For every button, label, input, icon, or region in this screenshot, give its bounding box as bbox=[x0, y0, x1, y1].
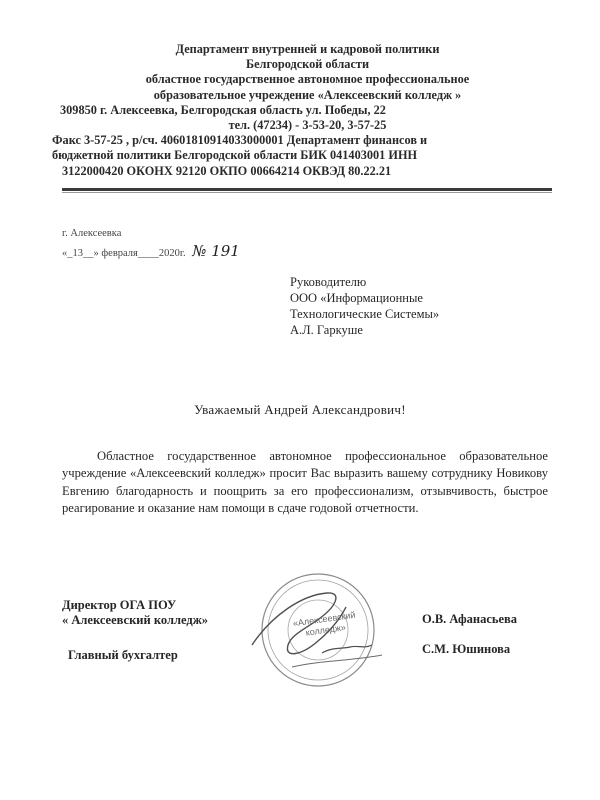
director-name: О.В. Афанасьева bbox=[422, 612, 518, 626]
letterhead-line: бюджетной политики Белгородской области БИК 041403001 ИНН bbox=[52, 148, 418, 163]
letterhead-divider-thin bbox=[62, 192, 552, 193]
recipient-line: А.Л. Гаркуше bbox=[290, 323, 363, 337]
letter-body: Областное государственное автономное профессиональное образовательное учреждение «Алексеевский колледж» просит Вас выразить вашему сотруднику Новикову Евгению благодарность и поощрить за его профессионализм, отзывчивость, быстрое реагирование и оказание нам помощи в сдаче годовой отчетности. bbox=[62, 449, 548, 516]
recipient-line: Руководителю bbox=[290, 275, 367, 289]
letterhead-line: областное государственное автономное профессиональное bbox=[145, 72, 470, 87]
salutation: Уважаемый Андрей Александрович! bbox=[194, 402, 406, 417]
letterhead-line: 309850 г. Алексеевка, Белгородская область ул. Победы, 22 bbox=[60, 102, 386, 117]
letter-date: «_13__» февраля____2020г. bbox=[62, 248, 186, 259]
letterhead-line: Белгородской области bbox=[245, 57, 370, 72]
letterhead-divider bbox=[62, 188, 552, 191]
place-of-issue: г. Алексеевка bbox=[62, 228, 122, 239]
accountant-title: Главный бухгалтер bbox=[68, 648, 178, 662]
director-title-line: Директор ОГА ПОУ bbox=[62, 598, 177, 612]
date-line bbox=[62, 242, 240, 260]
recipient-block bbox=[290, 274, 439, 338]
letter-number: № 191 bbox=[192, 242, 240, 260]
letterhead-line: Факс 3-57-25 , р/сч. 40601810914033000001 Департамент финансов и bbox=[52, 133, 428, 148]
recipient-line: ООО «Информационные bbox=[290, 291, 423, 305]
letterhead bbox=[40, 42, 575, 179]
signature-icon bbox=[232, 575, 392, 685]
accountant-name: С.М. Юшинова bbox=[422, 642, 511, 656]
letterhead-line: Департамент внутренней и кадровой политики bbox=[175, 42, 440, 56]
letterhead-line: образовательное учреждение «Алексеевский колледж » bbox=[153, 87, 462, 102]
director-title bbox=[62, 598, 208, 628]
recipient-line: Технологические Системы» bbox=[290, 307, 440, 321]
director-title-line: « Алексеевский колледж» bbox=[62, 613, 209, 627]
letterhead-line: 3122000420 ОКОНХ 92120 ОКПО 00664214 ОКВЭД 80.22.21 bbox=[62, 163, 392, 178]
letterhead-line: тел. (47234) - 3-53-20, 3-57-25 bbox=[228, 118, 387, 133]
stamp-text: «Алексеевский колледж» bbox=[292, 609, 357, 638]
